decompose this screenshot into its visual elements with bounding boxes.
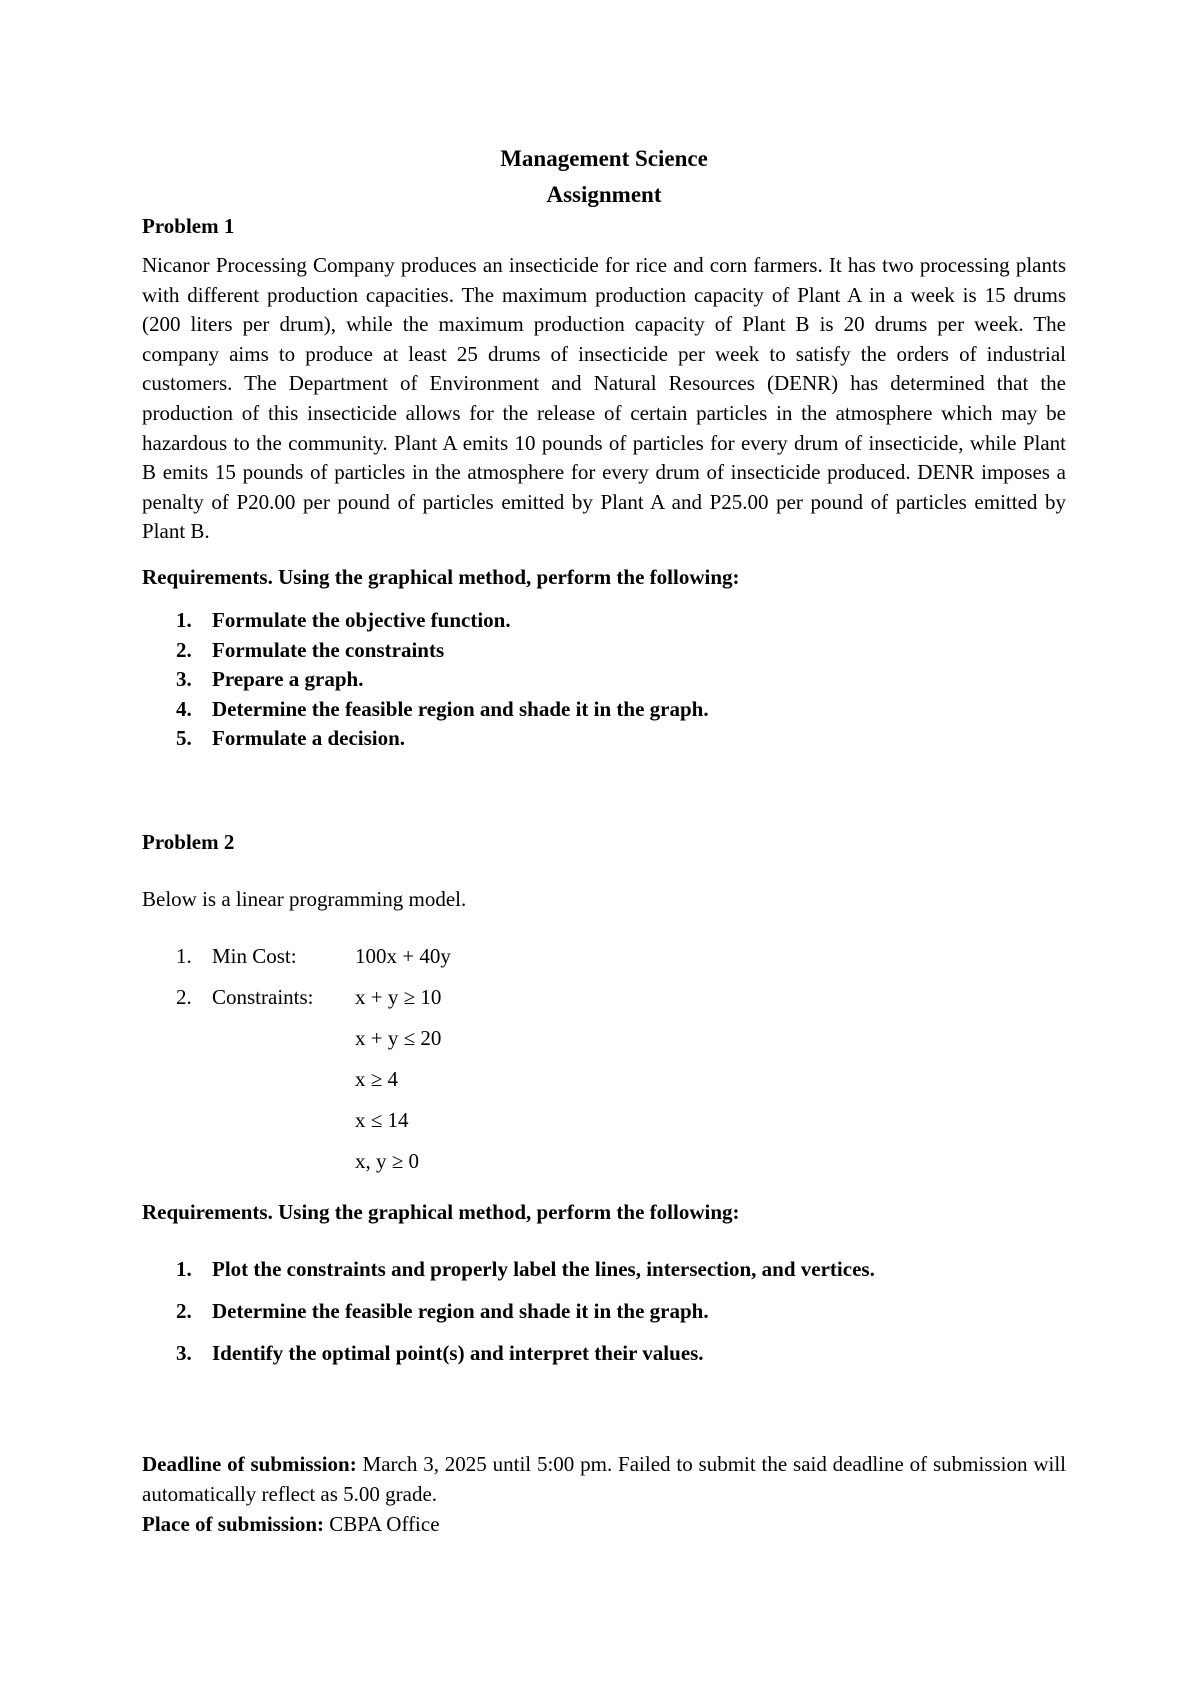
- problem1-heading: Problem 1: [142, 214, 235, 238]
- problem2-requirements-list: [142, 1255, 1066, 1367]
- list-item: 2. Formulate the constraints: [176, 637, 445, 662]
- constraint: x + y ≥ 10: [355, 985, 442, 1009]
- place-text: CBPA Office: [324, 1512, 440, 1536]
- list-item: 1. Formulate the objective function.: [176, 608, 511, 632]
- place-paragraph: [142, 1510, 440, 1538]
- constraint: x ≤ 14: [355, 1108, 409, 1132]
- list-item: 1. Plot the constraints and properly label the lines, intersection, and vertices.: [176, 1257, 875, 1281]
- list-item: 4. Determine the feasible region and shade it in the graph.: [176, 696, 709, 721]
- problem1-requirements-heading: Requirements. Using the graphical method, perform the following:: [142, 565, 740, 589]
- problem1-paragraph: Nicanor Processing Company produces an insecticide for rice and corn farmers. It has two processing plants with different production capacities. The maximum production capacity of Plant A in a week is 15 drums (200 liters per drum), while the maximum production capacity of Plant B is 20 drums per week. The company aims to produce at least 25 drums of insecticide per week to satisfy the orders of industrial customers. The Department of Environment and Natural Resources (DENR) has determined that the production of this insecticide allows for the release of certain particles in the atmosphere which may be hazardous to the community. Plant A emits 10 pounds of particles for every drum of insecticide, while Plant B emits 15 pounds of particles in the atmosphere for every drum of insecticide produced. DENR imposes a penalty of P20.00 per pound of particles emitted by Plant A and P25.00 per pound of particles emitted by Plant B.: [142, 253, 1066, 544]
- document-subtitle: Assignment: [546, 182, 662, 207]
- problem2-intro: Below is a linear programming model.: [142, 887, 467, 911]
- list-item: 3. Prepare a graph.: [176, 667, 364, 691]
- problem1-requirements-list: [142, 606, 1066, 754]
- constraint: x ≥ 4: [355, 1067, 399, 1091]
- deadline-label: Deadline of submission:: [142, 1452, 357, 1476]
- problem2-heading: Problem 2: [142, 830, 235, 854]
- list-item: 2. Determine the feasible region and shade it in the graph.: [176, 1299, 709, 1323]
- deadline-text: March 3, 2025 until 5:00 pm. Failed to submit the said deadline of submission will automatically reflect as 5.00 grade.: [142, 1452, 1066, 1506]
- deadline-paragraph: [142, 1450, 1066, 1509]
- list-item: 5. Formulate a decision.: [176, 726, 406, 750]
- problem2-requirements-heading: Requirements. Using the graphical method, perform the following:: [142, 1200, 740, 1224]
- document-title: Management Science: [500, 146, 708, 171]
- place-label: Place of submission:: [142, 1512, 325, 1536]
- constraint: x + y ≤ 20: [355, 1026, 442, 1050]
- constraint: x, y ≥ 0: [355, 1149, 420, 1173]
- list-item: 3. Identify the optimal point(s) and interpret their values.: [176, 1341, 704, 1365]
